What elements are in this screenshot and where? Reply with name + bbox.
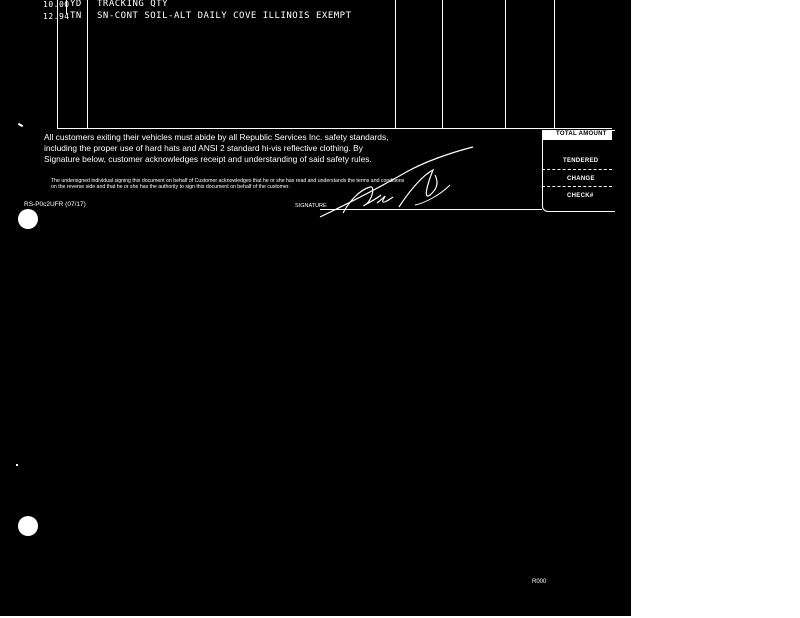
acknowledgement-line: The undersigned individual signing this document on behalf of Customer acknowledges that he or she has read and understands the terms and conditions: [51, 178, 405, 184]
handwritten-signature: [315, 145, 480, 220]
check-label: CHECK#: [567, 193, 594, 199]
punch-hole: [18, 516, 38, 536]
edge-tick-mark: [18, 123, 23, 127]
line-item-qty: 10.00: [43, 0, 70, 9]
table-column-rule: [554, 0, 555, 128]
acknowledgement-line: on the reverse side and that he or she has the authority to sign this document on behalf of the customer.: [51, 184, 290, 190]
punch-hole: [18, 209, 38, 229]
line-item-uom: YD: [70, 0, 82, 9]
table-column-rule: [505, 0, 506, 128]
form-code: RS-P0c2UFR (07/17): [24, 201, 86, 208]
tendered-label: TENDERED: [563, 158, 599, 164]
safety-notice-line: All customers exiting their vehicles must abide by all Republic Services Inc. safety standards,: [44, 132, 389, 142]
line-item-uom: TN: [70, 11, 82, 21]
safety-notice-line: including the proper use of hard hats and ANSI 2 standard hi-vis reflective clothing. By: [44, 143, 363, 153]
change-label: CHANGE: [567, 176, 595, 182]
table-column-rule: [395, 0, 396, 128]
table-column-rule: [442, 0, 443, 128]
edge-tick-mark: [16, 464, 18, 466]
payment-box: [542, 130, 615, 212]
line-item-description: TRACKING QTY: [97, 0, 169, 9]
table-column-rule: [87, 0, 88, 128]
table-bottom-rule: [57, 128, 612, 129]
footer-mark: R000: [532, 579, 547, 585]
signature-label: SIGNATURE: [295, 203, 327, 209]
line-item-qty: 12.94: [43, 12, 70, 21]
payment-box-divider: [542, 186, 612, 187]
safety-notice-line: Signature below, customer acknowledges receipt and understanding of said safety rules.: [44, 154, 372, 164]
line-item-description: SN-CONT SOIL-ALT DAILY COVE ILLINOIS EXEMPT: [97, 11, 352, 21]
payment-box-divider: [542, 169, 612, 170]
total-amount-label: TOTAL AMOUNT: [556, 131, 607, 137]
